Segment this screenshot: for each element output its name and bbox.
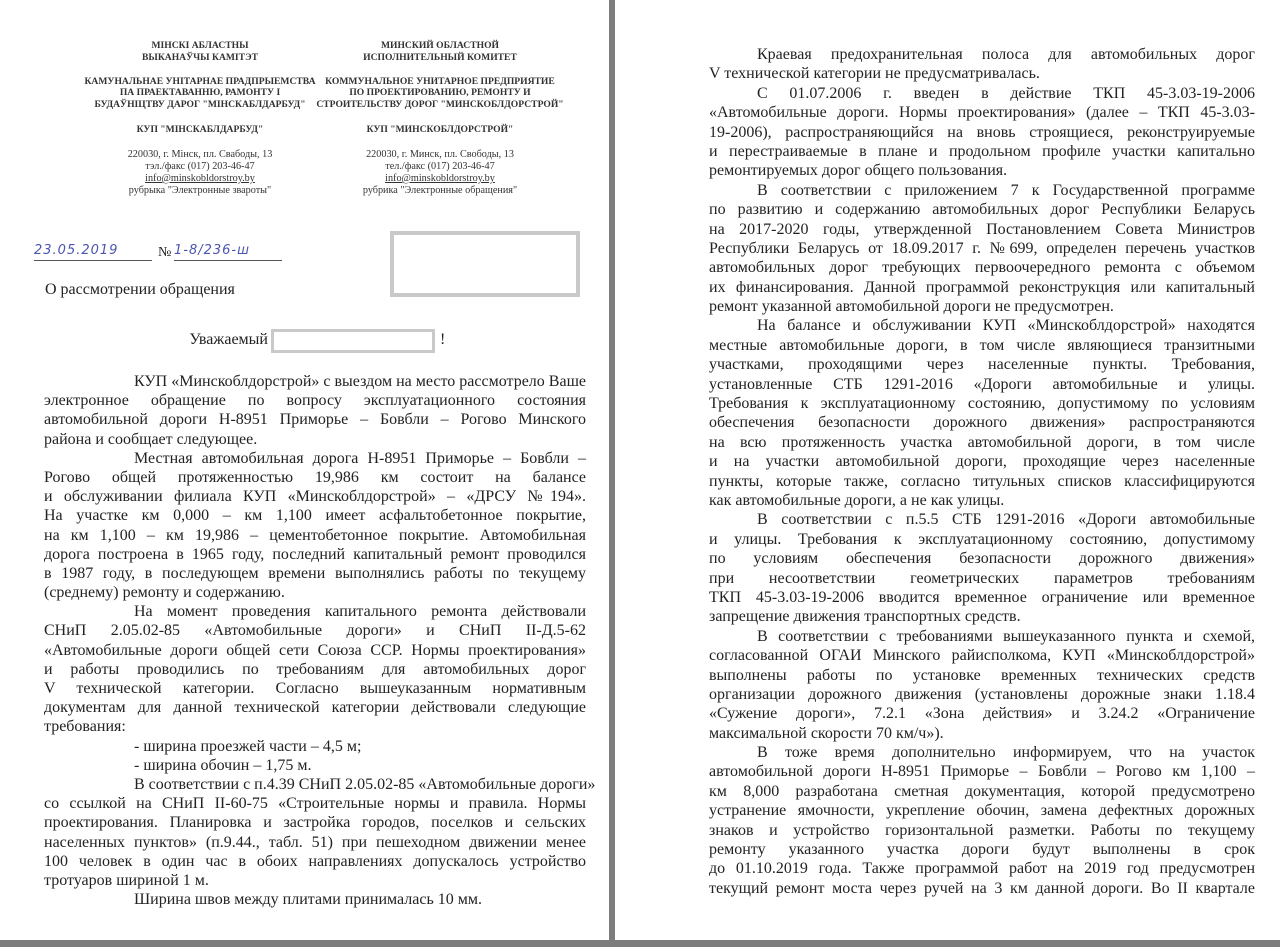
text-line: до 01.10.2019 года. Также программой работ на 2019 год предусмотрен (709, 860, 1255, 878)
text-line: V технической категории не предусматривалась. (709, 65, 1040, 83)
letterhead-russian (295, 40, 585, 197)
text-line: в 1987 году, в последующем времени выполнялись работы по текущему (44, 564, 586, 582)
rubric: рубрыка "Электронные звароты" (128, 184, 272, 196)
text-line: и работы проводились по требованиям для автомобильных дорог (44, 660, 586, 678)
text-line: знаков и устройство горизонтальной разметки. Работы по текущему (709, 821, 1255, 839)
registration-number: 1-8/236-ш (174, 243, 282, 261)
text-line: при несоответствии геометрических параметров требованиям (709, 569, 1255, 587)
text-line: обеспечения безопасности дорожного движения» распространяются (709, 414, 1255, 432)
text-line: электронное обращение по вопросу эксплуатационного состояния (44, 392, 586, 410)
text-line: КУП «Минскоблдорстрой» с выездом на место рассмотрело Ваше (134, 373, 586, 390)
text-line: В соответствии с требованиями вышеуказанного пункта и схемой, (757, 627, 1255, 645)
enterprise-line: КАМУНАЛЬНАЕ УНІТАРНАЕ ПРАДПРЫЕМСТВА (84, 75, 316, 87)
text-line: их финансирования. Данной программой реконструкция или капитальный (709, 278, 1255, 296)
text-line: района и сообщает следующее. (44, 430, 258, 448)
redacted-name (271, 329, 435, 353)
salutation: Уважаемый (189, 331, 268, 348)
text-line: С 01.07.2006 г. введен в действие ТКП 45-3.03-19-2006 (757, 84, 1255, 102)
text-line: СНиП 2.05.02-85 «Автомобильные дороги» и СНиП II-Д.5-62 (44, 622, 586, 640)
enterprise-line: БУДАЎНІЦТВУ ДАРОГ "МІНСКАБЛДАРБУД" (94, 99, 306, 111)
letter-subject: О рассмотрении обращения (45, 281, 235, 298)
text-line: требования: (44, 718, 126, 736)
enterprise-line: ПА ПРАЕКТАВАННЮ, РАМОНТУ І (119, 87, 281, 99)
email-link[interactable]: info@minskobldorstroy.by (145, 172, 255, 184)
short-name: КУП "МІНСКАБЛДАРБУД" (136, 123, 264, 135)
enterprise-line: СТРОИТЕЛЬСТВУ ДОРОГ "МИНСКОБЛДОРСТРОЙ" (316, 99, 564, 111)
text-line: и улицы. Требования к эксплуатационному состоянию, допустимому (709, 530, 1255, 548)
authority-line: ИСПОЛНИТЕЛЬНЫЙ КОМИТЕТ (363, 51, 517, 63)
text-line: - ширина проезжей части – 4,5 м; (134, 737, 362, 755)
text-line: В тоже время дополнительно информируем, что на участок (757, 744, 1255, 762)
text-line: устранение ямочности, укрепление обочин, замена дефектных дорожных (709, 802, 1255, 820)
text-line: Ширина швов между плитами принималась 10 мм. (134, 891, 482, 909)
text-line: согласованной ОГАИ Минского райисполкома, КУП «Минскоблдорстрой» (709, 647, 1255, 665)
number-sign: № (158, 245, 172, 260)
text-line: ТКП 45-3.03-19-2006 вводится временное ограничение или временное (709, 588, 1255, 606)
text-line: дорога построена в 1965 году, последний капитальный ремонт проводился (44, 545, 586, 563)
text-line: В соответствии с п.5.5 СТБ 1291-2016 «Дороги автомобильные (757, 511, 1255, 529)
text-line: Краевая предохранительная полоса для автомобильных дорог (757, 46, 1255, 63)
text-line: На балансе и обслуживании КУП «Минскоблдорстрой» находятся (757, 317, 1255, 335)
text-line: «Сужение дороги», 7.2.1 «Зона действия» и 3.24.2 «Ограничение (709, 705, 1255, 723)
authority-line: МІНСКІ АБЛАСТНЫ (151, 40, 249, 51)
text-line: максимальной скорости 70 км/ч»). (709, 724, 944, 742)
text-line: по развитию и содержанию автомобильных дорог Республики Беларусь (709, 201, 1255, 219)
text-line: (среднему) ремонту и содержанию. (44, 584, 285, 602)
letter-body-page-2 (709, 45, 1255, 898)
text-line: км 8,000 разработана сметная документация, которой предусмотрено (709, 782, 1255, 800)
text-line: со ссылкой на СНиП II-60-75 «Строительные нормы и правила. Нормы (44, 795, 586, 813)
phone: тел./факс (017) 203-46-47 (385, 160, 495, 172)
authority-line: МИНСКИЙ ОБЛАСТНОЙ (380, 40, 500, 51)
text-line: На участке км 0,000 – км 1,100 имеет асфальтобетонное покрытие, (44, 507, 586, 525)
address: 220030, г. Мінск, пл. Свабоды, 13 (127, 148, 273, 160)
registration-date: 23.05.2019 (34, 243, 152, 261)
text-line: населенных пунктов» (п.9.44., табл. 51) при пешеходном движении менее (44, 833, 586, 851)
text-line: V технической категории. Согласно вышеуказанным нормативным (44, 680, 586, 697)
text-line: текущий ремонт моста через ручей на 3 км данной дороги. Во II квартале (709, 879, 1255, 897)
text-line: проектирования. Планировка и застройка городов, поселков и сельских (44, 814, 586, 832)
text-line: и обслуживании филиала КУП «Минскоблдорстрой» – «ДРСУ №194». (44, 488, 586, 506)
text-line: В соответствии с приложением 7 к Государственной программе (757, 181, 1255, 199)
enterprise-line: КОММУНАЛЬНОЕ УНИТАРНОЕ ПРЕДПРИЯТИЕ (325, 75, 555, 87)
text-line: В соответствии с п.4.39 СНиП 2.05.02-85 «Автомобильные дороги» (134, 775, 596, 793)
authority-line: ВЫКАНАЎЧЫ КАМІТЭТ (142, 51, 258, 63)
text-line: Республики Беларусь от 18.09.2017 г. №699, определен перечень участков (709, 239, 1255, 257)
text-line: как автомобильные дороги, а не как улицы. (709, 491, 1005, 509)
letter-body-page-1 (44, 372, 596, 909)
text-line: и на участки автомобильной дороги, проходящие через населенные (709, 453, 1255, 471)
salutation-end: ! (440, 331, 446, 348)
text-line: автомобильных дорог требующих первоочередного ремонта с объемом (709, 259, 1255, 277)
text-line: документам для данной технической категории действовали следующие (44, 699, 586, 717)
enterprise-line: ПО ПРОЕКТИРОВАНИЮ, РЕМОНТУ И (349, 87, 531, 99)
text-line: Местная автомобильная дорога Н-8951 Приморье – Бовбли – (134, 449, 586, 467)
email-link[interactable]: info@minskobldorstroy.by (385, 172, 495, 184)
text-line: «Автомобильные дороги общей сети Союза ССР. Нормы проектирования» (44, 641, 586, 659)
text-line: установленные СТБ 1291-2016 «Дороги автомобильные и улицы. (709, 375, 1255, 393)
text-line: пункты, которые также, согласно титульных списков классифицируются (709, 472, 1255, 490)
text-line: Требования к эксплуатационному состоянию, допустимому по условиям (709, 395, 1255, 413)
text-line: 19-2006), распространяющийся на вновь строящиеся, реконструируемые (709, 123, 1255, 141)
letter-page-1 (0, 0, 609, 940)
text-line: по условиям обеспечения безопасности дорожного движения» (709, 550, 1255, 568)
text-line: местные автомобильные дороги, в том числе являющиеся транзитными (709, 336, 1255, 354)
text-line: участками, проходящими через населенные пункты. Требования, (709, 356, 1255, 374)
text-line: тротуаров шириной 1 м. (44, 871, 209, 889)
rubric: рубрика "Электронные обращения" (362, 184, 518, 196)
text-line: ремонт указанной автомобильной дороги не предусмотрен. (709, 298, 1114, 316)
text-line: организации дорожного движения (установлены дорожные знаки 1.18.4 (709, 685, 1255, 703)
redacted-addressee (390, 231, 580, 297)
text-line: на 2017-2020 годы, утвержденной Постановлением Совета Министров (709, 220, 1255, 238)
text-line: автомобильной дороги Н-8951 Приморье – Бовбли – Рогово Минского (44, 411, 586, 429)
text-line: автомобильной дороги Н-8951 Приморье – Бовбли – Рогово км 1,100 – (709, 763, 1255, 781)
phone: тэл./факс (017) 203-46-47 (145, 160, 255, 172)
text-line: 100 человек в один час в обоих направлениях допускалось устройство (44, 852, 586, 870)
text-line: «Автомобильные дороги. Нормы проектирования» (далее – ТКП 45-3.03- (709, 104, 1255, 122)
text-line: На момент проведения капитального ремонта действовали (134, 603, 586, 621)
short-name: КУП "МИНСКОБЛДОРСТРОЙ" (366, 123, 514, 135)
text-line: ремонтируемых дорог общего пользования. (709, 162, 1008, 180)
text-line: запрещение движения транспортных средств. (709, 608, 1021, 626)
text-line: и перестраиваемые в плане и продольном профиле участки капитально (709, 142, 1255, 160)
text-line: ремонту указанного участка дороги будут выполнены в срок (709, 841, 1255, 859)
text-line: выполнены работы по установке временных технических средств (709, 666, 1255, 684)
text-line: - ширина обочин – 1,75 м. (134, 756, 312, 774)
text-line: Рогово общей протяженностью 19,986 км состоит на балансе (44, 468, 586, 486)
text-line: на всю протяженность участка автомобильной дороги, в том числе (709, 433, 1255, 451)
text-line: на км 1,100 – км 19,986 – цементобетонное покрытие. Автомобильная (44, 526, 586, 544)
address: 220030, г. Минск, пл. Свободы, 13 (366, 148, 514, 160)
